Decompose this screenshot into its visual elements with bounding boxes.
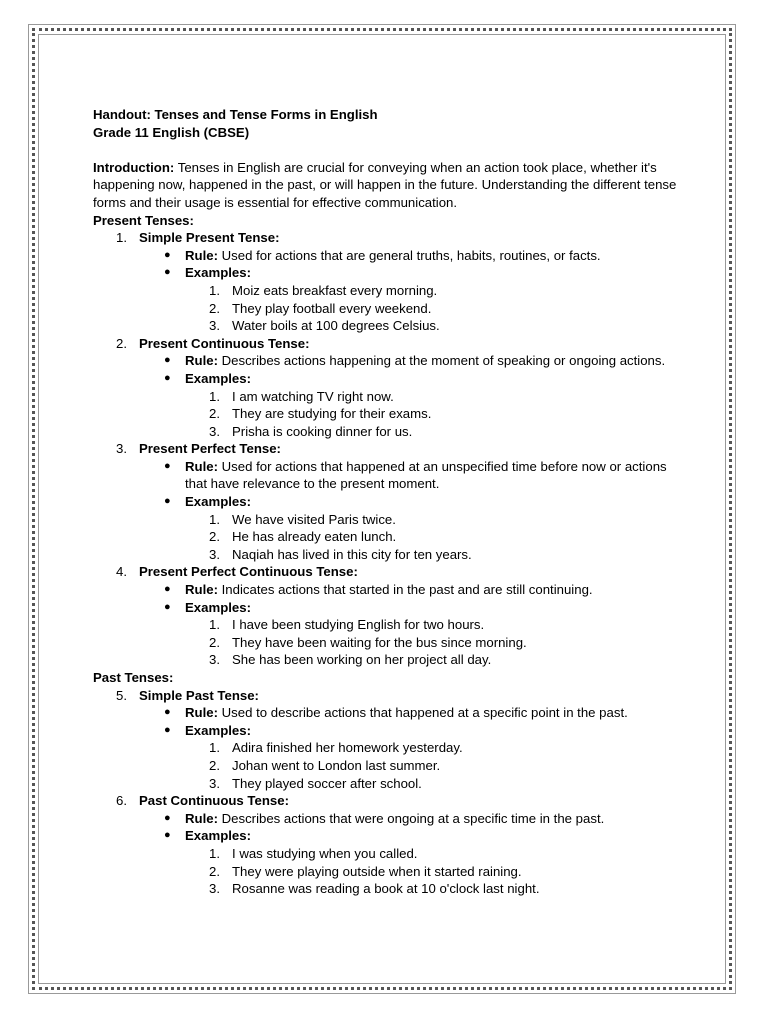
rule-bullet (93, 247, 683, 265)
tense-name: Present Perfect Tense: (139, 441, 281, 457)
bullet-dot-icon: ● (164, 583, 171, 596)
tense-name: Simple Present Tense: (139, 230, 280, 246)
tense-section (93, 212, 683, 669)
bullet-dot-icon: ● (164, 600, 171, 613)
handout-content (93, 106, 683, 898)
bullet-dot-icon: ● (164, 248, 171, 261)
introduction-paragraph (93, 159, 683, 212)
rule-text: Describes actions happening at the moment of speaking or ongoing actions. (217, 353, 666, 369)
example-item (93, 388, 683, 406)
example-text: They played soccer after school. (232, 775, 422, 791)
example-item (93, 863, 683, 881)
rule-text: Used for actions that are general truths, habits, routines, or facts. (217, 247, 601, 263)
rule-label: Rule: (185, 247, 218, 263)
tense-sections (93, 212, 683, 898)
example-item (93, 300, 683, 318)
examples-bullet (93, 493, 683, 511)
bullet-dot-icon: ● (164, 354, 171, 367)
section-heading: Past Tenses: (93, 670, 174, 685)
example-number: 1. (209, 511, 220, 527)
example-text: Johan went to London last summer. (232, 757, 441, 773)
example-text: Prisha is cooking dinner for us. (232, 423, 413, 439)
bullet-dot-icon: ● (164, 371, 171, 384)
rule-bullet (93, 352, 683, 370)
example-text: Adira finished her homework yesterday. (232, 740, 463, 756)
tense-item (93, 687, 683, 705)
rule-text: Indicates actions that started in the past and are still continuing. (217, 582, 593, 598)
example-item (93, 423, 683, 441)
rule-label: Rule: (185, 582, 218, 598)
example-number: 1. (209, 740, 220, 756)
example-text: I have been studying English for two hours. (232, 617, 485, 633)
intro-text: Tenses in English are crucial for conveying when an action took place, whether it's happening now, happened in the past, or will happen in the future. Understanding the different tense forms and their usage is essential for effective communication. (93, 159, 677, 210)
examples-bullet (93, 264, 683, 282)
rule-text: Used for actions that happened at an unspecified time before now or actions that have relevance to the present moment. (185, 458, 667, 492)
example-item (93, 739, 683, 757)
bullet-dot-icon: ● (164, 829, 171, 842)
example-item (93, 880, 683, 898)
bullet-dot-icon: ● (164, 459, 171, 472)
example-item (93, 757, 683, 775)
example-text: Water boils at 100 degrees Celsius. (232, 318, 440, 334)
example-text: I am watching TV right now. (232, 388, 394, 404)
title-block (93, 106, 683, 141)
example-number: 1. (209, 282, 220, 298)
example-number: 3. (209, 318, 220, 334)
tense-item (93, 335, 683, 353)
example-item (93, 845, 683, 863)
tense-item (93, 792, 683, 810)
rule-label: Rule: (185, 353, 218, 369)
example-text: They have been waiting for the bus since morning. (232, 634, 527, 650)
example-item (93, 528, 683, 546)
intro-label: Introduction: (93, 159, 175, 175)
example-item (93, 651, 683, 669)
bullet-dot-icon: ● (164, 723, 171, 736)
page-title: Handout: Tenses and Tense Forms in English (93, 107, 378, 122)
example-number: 2. (209, 757, 220, 773)
section-heading: Present Tenses: (93, 212, 194, 228)
examples-bullet (93, 722, 683, 740)
examples-label: Examples: (185, 494, 251, 510)
examples-bullet (93, 370, 683, 388)
example-number: 2. (209, 863, 220, 879)
examples-bullet (93, 827, 683, 845)
example-text: Moiz eats breakfast every morning. (232, 282, 438, 298)
rule-bullet (93, 704, 683, 722)
example-item (93, 511, 683, 529)
example-item (93, 282, 683, 300)
example-number: 3. (209, 546, 220, 562)
examples-label: Examples: (185, 265, 251, 281)
examples-label: Examples: (185, 722, 251, 738)
example-number: 1. (209, 617, 220, 633)
rule-label: Rule: (185, 810, 218, 826)
example-item (93, 405, 683, 423)
tense-name: Present Perfect Continuous Tense: (139, 564, 358, 580)
example-text: She has been working on her project all day. (232, 652, 492, 668)
tense-number: 6. (116, 793, 127, 809)
rule-text: Describes actions that were ongoing at a specific time in the past. (217, 810, 605, 826)
example-number: 3. (209, 423, 220, 439)
example-text: We have visited Paris twice. (232, 511, 396, 527)
example-text: He has already eaten lunch. (232, 529, 397, 545)
example-text: They are studying for their exams. (232, 406, 432, 422)
tense-item (93, 440, 683, 458)
tense-section (93, 669, 683, 898)
tense-name: Simple Past Tense: (139, 687, 259, 703)
example-text: Rosanne was reading a book at 10 o'clock last night. (232, 881, 540, 897)
example-text: They were playing outside when it started raining. (232, 863, 522, 879)
rule-bullet (93, 581, 683, 599)
example-item (93, 634, 683, 652)
example-text: They play football every weekend. (232, 300, 432, 316)
grade-line: Grade 11 English (CBSE) (93, 124, 250, 140)
example-number: 1. (209, 388, 220, 404)
tense-number: 2. (116, 335, 127, 351)
example-text: Naqiah has lived in this city for ten years. (232, 546, 472, 562)
example-number: 2. (209, 529, 220, 545)
example-item (93, 775, 683, 793)
tense-item (93, 229, 683, 247)
bullet-dot-icon: ● (164, 706, 171, 719)
rule-bullet (93, 458, 683, 493)
example-number: 3. (209, 775, 220, 791)
tense-item (93, 563, 683, 581)
tense-number: 4. (116, 564, 127, 580)
rule-label: Rule: (185, 458, 218, 474)
tense-name: Past Continuous Tense: (139, 793, 289, 809)
bullet-dot-icon: ● (164, 266, 171, 279)
examples-bullet (93, 599, 683, 617)
example-number: 3. (209, 881, 220, 897)
rule-bullet (93, 810, 683, 828)
rule-label: Rule: (185, 705, 218, 721)
examples-label: Examples: (185, 828, 251, 844)
bullet-dot-icon: ● (164, 495, 171, 508)
tense-number: 5. (116, 687, 127, 703)
example-number: 2. (209, 406, 220, 422)
example-text: I was studying when you called. (232, 845, 418, 861)
example-number: 2. (209, 634, 220, 650)
bullet-dot-icon: ● (164, 811, 171, 824)
example-item (93, 317, 683, 335)
examples-label: Examples: (185, 599, 251, 615)
examples-label: Examples: (185, 370, 251, 386)
example-number: 1. (209, 845, 220, 861)
example-item (93, 616, 683, 634)
rule-text: Used to describe actions that happened at a specific point in the past. (217, 705, 628, 721)
example-number: 2. (209, 300, 220, 316)
example-item (93, 546, 683, 564)
tense-name: Present Continuous Tense: (139, 335, 310, 351)
tense-number: 3. (116, 441, 127, 457)
tense-number: 1. (116, 230, 127, 246)
example-number: 3. (209, 652, 220, 668)
